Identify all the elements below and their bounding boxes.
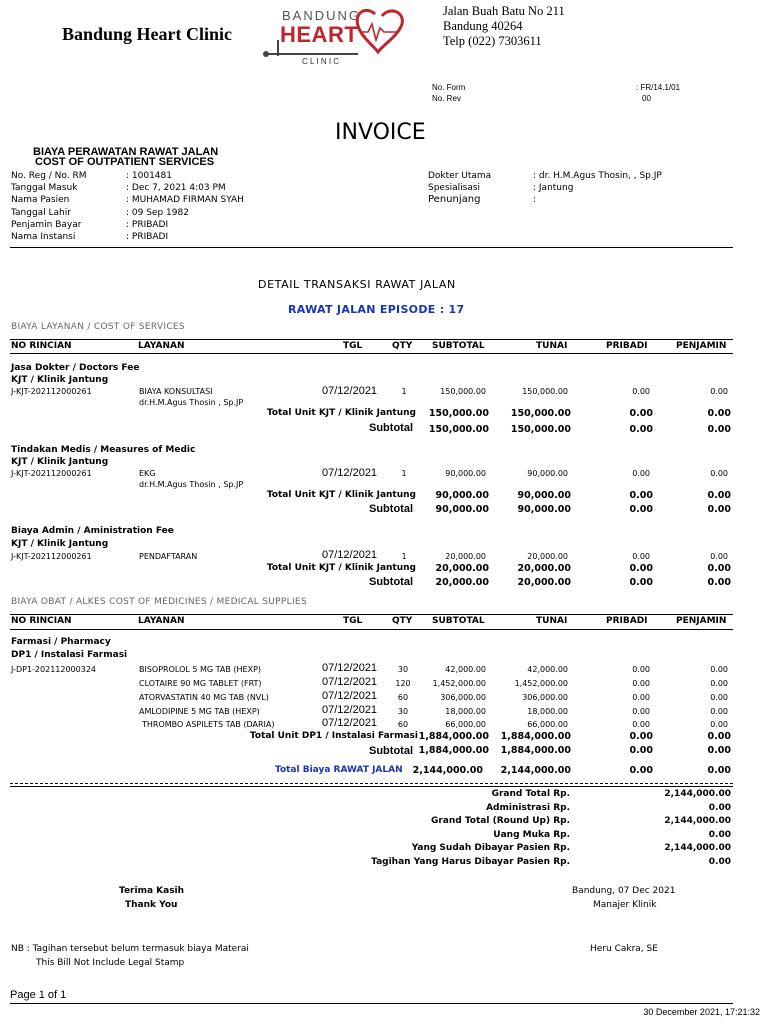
med-qty: 30: [397, 707, 409, 716]
item-qty: 1: [401, 469, 407, 478]
divider: [10, 247, 733, 248]
item-subtotal: 90,000.00: [445, 469, 486, 478]
doctor-label: Spesialisasi: [428, 183, 481, 194]
subtotal-tunai: 1,884,000.00: [500, 745, 571, 756]
subtotal-tunai: 20,000.00: [517, 577, 571, 588]
grand-row-subtotal: 2,144,000.00: [412, 765, 483, 776]
total-unit-subtotal: 150,000.00: [428, 408, 489, 419]
thanks-en: Thank You: [125, 900, 178, 910]
summary-value: 0.00: [708, 802, 731, 813]
item-no: J-KJT-202112000261: [11, 552, 92, 561]
item-penjamin: 0.00: [710, 469, 728, 478]
grand-row-tunai: 2,144,000.00: [500, 765, 571, 776]
col-layanan: LAYANAN: [138, 616, 185, 626]
doctor-labels: [428, 170, 491, 207]
no-form-value: : FR/14.1/01: [636, 83, 681, 92]
col-tgl: TGL: [343, 616, 363, 626]
patient-label: Tanggal Lahir: [11, 207, 71, 218]
patient-value: : 1001481: [126, 171, 172, 181]
total-unit-pribadi: 0.00: [629, 731, 653, 742]
doctor-label: Penunjang: [428, 194, 481, 206]
subtotal-subtotal: 20,000.00: [435, 577, 489, 588]
med-tgl: 07/12/2021: [322, 676, 378, 688]
address-line-1: Jalan Buah Batu No 211: [443, 4, 565, 18]
col-pribadi: PRIBADI: [606, 341, 648, 351]
med-layanan: BISOPROLOL 5 MG TAB (HEXP): [139, 665, 262, 674]
patient-label: Nama Instansi: [11, 232, 76, 243]
summary-label: Yang Sudah Dibayar Pasien Rp.: [411, 843, 570, 854]
patient-label: Tanggal Masuk: [11, 183, 78, 194]
subtotal-label: Subtotal: [369, 745, 413, 757]
col-qty: QTY: [392, 341, 413, 351]
med-tunai: 18,000.00: [527, 707, 568, 716]
med-tgl: 07/12/2021: [322, 662, 378, 674]
med-layanan: THROMBO ASPILETS TAB (DARIA): [142, 720, 275, 729]
summary-value: 2,144,000.00: [664, 816, 731, 827]
subtotal-penjamin: 0.00: [707, 504, 731, 515]
med-layanan: CLOTAIRE 90 MG TABLET (FRT): [139, 679, 262, 688]
group-unit: KJT / Klinik Jantung: [11, 539, 109, 549]
patient-labels: [11, 170, 86, 243]
subtotal-penjamin: 0.00: [707, 745, 731, 756]
summary-label: Grand Total Rp.: [491, 789, 570, 799]
med-qty: 60: [397, 720, 409, 729]
patient-label: Nama Pasien: [11, 195, 70, 206]
patient-label: Penjamin Bayar: [11, 219, 82, 230]
medicines-section-title: BIAYA OBAT / ALKES COST OF MEDICINES / MEDICAL SUPPLIES: [11, 597, 307, 607]
med-pribadi: 0.00: [632, 679, 650, 688]
subtotal-tunai: 150,000.00: [510, 424, 571, 435]
total-unit-label: Total Unit KJT / Klinik Jantung: [266, 408, 416, 418]
subtitle-id: BIAYA PERAWATAN RAWAT JALAN: [33, 146, 219, 158]
med-subtotal: 18,000.00: [445, 707, 486, 716]
clinic-logo: [262, 6, 412, 70]
total-unit-penjamin: 0.00: [707, 731, 731, 742]
med-qty: 30: [397, 665, 409, 674]
col-layanan: LAYANAN: [138, 341, 185, 351]
episode-label: RAWAT JALAN EPISODE : 17: [288, 303, 465, 316]
item-subtotal: 20,000.00: [445, 552, 486, 561]
group-unit: DP1 / Instalasi Farmasi: [11, 650, 128, 660]
total-unit-penjamin: 0.00: [707, 563, 731, 574]
sign-role: Manajer Klinik: [593, 900, 657, 910]
med-pribadi: 0.00: [632, 665, 650, 674]
med-subtotal: 42,000.00: [445, 665, 486, 674]
item-dokter: dr.H.M.Agus Thosin , Sp.JP: [139, 398, 244, 407]
med-subtotal: 1,452,000.00: [432, 679, 486, 688]
summary-labels: [300, 788, 570, 870]
item-tunai: 20,000.00: [527, 552, 568, 561]
summary-values: [620, 788, 731, 870]
item-layanan: PENDAFTARAN: [139, 552, 198, 561]
services-section-title: BIAYA LAYANAN / COST OF SERVICES: [11, 322, 185, 332]
summary-value: 2,144,000.00: [664, 843, 731, 854]
subtotal-penjamin: 0.00: [707, 577, 731, 588]
med-pribadi: 0.00: [632, 707, 650, 716]
doctor-value: : dr. H.M.Agus Thosin, , Sp.JP: [533, 171, 662, 181]
divider: [10, 786, 733, 787]
item-layanan: EKG: [139, 469, 156, 478]
total-unit-subtotal: 20,000.00: [435, 563, 489, 574]
invoice-title: INVOICE: [335, 120, 426, 145]
med-subtotal: 306,000.00: [440, 693, 486, 702]
med-penjamin: 0.00: [710, 679, 728, 688]
subtotal-pribadi: 0.00: [629, 577, 653, 588]
logo-text-line3: C L I N I C: [302, 57, 340, 66]
item-tgl: 07/12/2021: [322, 467, 378, 479]
subtotal-penjamin: 0.00: [707, 424, 731, 435]
subtotal-pribadi: 0.00: [629, 745, 653, 756]
patient-values: [126, 170, 244, 243]
col-qty: QTY: [392, 616, 413, 626]
clinic-address: [443, 4, 565, 49]
logo-text-line1: BANDUNG: [282, 8, 362, 23]
grand-row-pribadi: 0.00: [629, 765, 653, 776]
col-tunai: TUNAI: [536, 341, 568, 351]
col-no-rincian: NO RINCIAN: [11, 616, 72, 626]
divider: [10, 353, 733, 354]
logo-text-line2: HEART: [280, 22, 359, 47]
med-penjamin: 0.00: [710, 665, 728, 674]
doctor-label: Dokter Utama: [428, 171, 492, 181]
med-penjamin: 0.00: [710, 720, 728, 729]
item-dokter: dr.H.M.Agus Thosin , Sp.JP: [139, 480, 244, 489]
printed-timestamp: 30 December 2021, 17:21:32: [643, 1007, 760, 1017]
item-qty: 1: [401, 552, 407, 561]
doctor-value: :: [533, 195, 537, 206]
total-unit-tunai: 1,884,000.00: [500, 731, 571, 742]
med-qty: 60: [397, 693, 409, 702]
col-tunai: TUNAI: [536, 616, 568, 626]
col-subtotal: SUBTOTAL: [432, 341, 485, 351]
col-penjamin: PENJAMIN: [676, 341, 727, 351]
patient-label: No. Reg / No. RM: [11, 171, 87, 181]
no-rev-label: No. Rev: [432, 94, 461, 103]
heart-stethoscope-icon: [262, 6, 412, 70]
med-qty: 120: [395, 679, 411, 688]
item-pribadi: 0.00: [632, 387, 650, 396]
group-heading: Jasa Dokter / Doctors Fee: [11, 363, 140, 373]
patient-value: : 09 Sep 1982: [126, 207, 189, 218]
address-line-2: Bandung 40264: [443, 19, 523, 33]
thanks-id: Terima Kasih: [119, 886, 185, 896]
item-subtotal: 150,000.00: [440, 387, 486, 396]
item-tgl: 07/12/2021: [322, 549, 378, 561]
total-unit-penjamin: 0.00: [707, 490, 731, 501]
group-heading: Farmasi / Pharmacy: [11, 637, 111, 647]
group-heading: Tindakan Medis / Measures of Medic: [11, 445, 196, 455]
group-unit: KJT / Klinik Jantung: [11, 375, 109, 385]
divider: [10, 1003, 733, 1004]
total-unit-tunai: 90,000.00: [517, 490, 571, 501]
group-unit: KJT / Klinik Jantung: [11, 457, 109, 467]
total-unit-label: Total Unit KJT / Klinik Jantung: [266, 563, 416, 573]
total-unit-subtotal: 1,884,000.00: [418, 731, 489, 742]
subtotal-pribadi: 0.00: [629, 504, 653, 515]
col-tgl: TGL: [343, 341, 363, 351]
item-pribadi: 0.00: [632, 469, 650, 478]
item-tunai: 90,000.00: [527, 469, 568, 478]
divider: [10, 614, 733, 615]
patient-value: : Dec 7, 2021 4:03 PM: [126, 183, 226, 194]
item-no: J-KJT-202112000261: [11, 469, 92, 478]
sign-name: Heru Cakra, SE: [590, 944, 658, 954]
divider: [10, 339, 733, 340]
summary-label: Administrasi Rp.: [486, 802, 570, 813]
col-pribadi: PRIBADI: [606, 616, 648, 626]
med-tunai: 306,000.00: [522, 693, 568, 702]
grand-row-penjamin: 0.00: [707, 765, 731, 776]
patient-value: : PRIBADI: [126, 219, 169, 230]
divider: [10, 629, 733, 630]
total-unit-label: Total Unit DP1 / Instalasi Farmasi: [249, 731, 418, 741]
total-unit-pribadi: 0.00: [629, 563, 653, 574]
subtotal-label: Subtotal: [369, 503, 413, 515]
summary-label: Uang Muka Rp.: [493, 829, 570, 840]
total-unit-penjamin: 0.00: [707, 408, 731, 419]
total-unit-tunai: 150,000.00: [510, 408, 571, 419]
subtotal-tunai: 90,000.00: [517, 504, 571, 515]
patient-value: : MUHAMAD FIRMAN SYAH: [126, 195, 244, 206]
total-unit-pribadi: 0.00: [629, 408, 653, 419]
summary-value: 2,144,000.00: [664, 789, 731, 799]
col-penjamin: PENJAMIN: [676, 616, 727, 626]
subtotal-subtotal: 90,000.00: [435, 504, 489, 515]
med-tgl: 07/12/2021: [322, 717, 378, 729]
group-heading: Biaya Admin / Aministration Fee: [11, 526, 174, 536]
med-layanan: AMLODIPINE 5 MG TAB (HEXP): [139, 707, 260, 716]
col-no-rincian: NO RINCIAN: [11, 341, 72, 351]
patient-value: : PRIBADI: [126, 232, 169, 243]
summary-label: Grand Total (Round Up) Rp.: [430, 816, 570, 827]
note-id: NB : Tagihan tersebut belum termasuk biaya Materai: [11, 944, 249, 954]
subtotal-subtotal: 1,884,000.00: [418, 745, 489, 756]
detail-title: DETAIL TRANSAKSI RAWAT JALAN: [258, 278, 456, 291]
total-unit-subtotal: 90,000.00: [435, 490, 489, 501]
item-penjamin: 0.00: [710, 387, 728, 396]
total-unit-label: Total Unit KJT / Klinik Jantung: [266, 490, 416, 500]
subtotal-label: Subtotal: [369, 576, 413, 588]
med-tunai: 42,000.00: [527, 665, 568, 674]
sign-place-date: Bandung, 07 Dec 2021: [572, 886, 676, 896]
divider: [10, 783, 733, 784]
note-en: This Bill Not Include Legal Stamp: [36, 958, 185, 968]
item-tgl: 07/12/2021: [322, 385, 378, 397]
summary-value: 0.00: [708, 829, 731, 840]
item-tunai: 150,000.00: [522, 387, 568, 396]
item-no: J-DP1-202112000324: [11, 665, 96, 674]
grand-row-label: Total Biaya RAWAT JALAN: [275, 765, 403, 775]
page-number: Page 1 of 1: [10, 989, 67, 1001]
subtotal-pribadi: 0.00: [629, 424, 653, 435]
subtitle-en: COST OF OUTPATIENT SERVICES: [35, 156, 215, 168]
item-pribadi: 0.00: [632, 552, 650, 561]
no-rev-value: 00: [642, 94, 651, 103]
subtotal-label: Subtotal: [369, 422, 413, 434]
item-penjamin: 0.00: [710, 552, 728, 561]
med-subtotal: 66,000.00: [445, 720, 486, 729]
med-tgl: 07/12/2021: [322, 704, 378, 716]
med-pribadi: 0.00: [632, 693, 650, 702]
total-unit-pribadi: 0.00: [629, 490, 653, 501]
summary-label: Tagihan Yang Harus Dibayar Pasien Rp.: [371, 856, 570, 867]
item-layanan: BIAYA KONSULTASI: [139, 387, 213, 396]
med-layanan: ATORVASTATIN 40 MG TAB (NVL): [139, 693, 269, 702]
med-penjamin: 0.00: [710, 707, 728, 716]
clinic-name: Bandung Heart Clinic: [62, 24, 233, 44]
item-qty: 1: [401, 387, 407, 396]
summary-value: 0.00: [708, 856, 731, 867]
address-line-3: Telp (022) 7303611: [443, 34, 542, 48]
med-pribadi: 0.00: [632, 720, 650, 729]
med-tunai: 1,452,000.00: [514, 679, 568, 688]
total-unit-tunai: 20,000.00: [517, 563, 571, 574]
no-form-label: No. Form: [432, 83, 466, 92]
med-penjamin: 0.00: [710, 693, 728, 702]
doctor-values: [533, 170, 662, 207]
col-subtotal: SUBTOTAL: [432, 616, 485, 626]
med-tgl: 07/12/2021: [322, 690, 378, 702]
med-tunai: 66,000.00: [527, 720, 568, 729]
item-no: J-KJT-202112000261: [11, 387, 92, 396]
doctor-value: : Jantung: [533, 183, 574, 194]
subtotal-subtotal: 150,000.00: [428, 424, 489, 435]
